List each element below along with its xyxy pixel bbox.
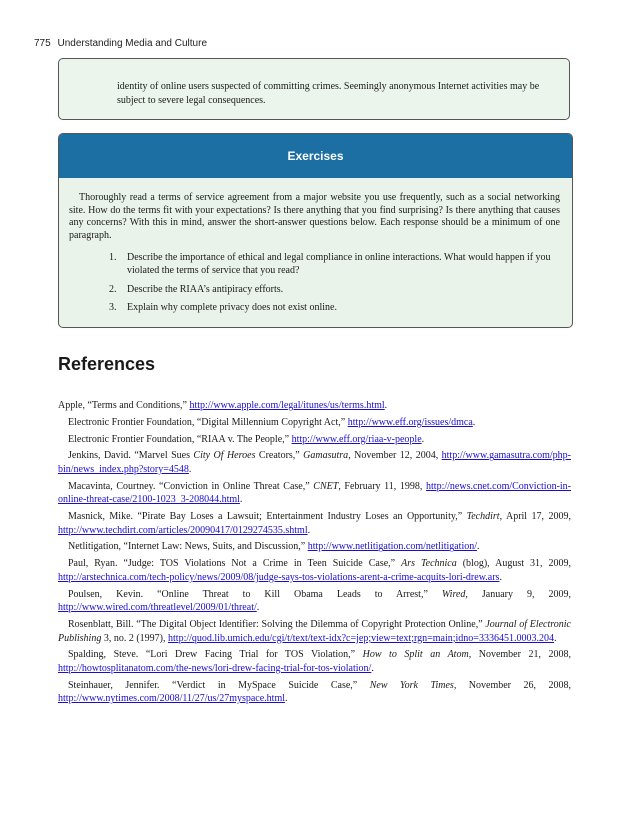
reference-entry — [58, 510, 571, 537]
page-number: 775 — [34, 38, 51, 49]
reference-entry — [58, 399, 571, 413]
reference-entry — [58, 416, 571, 430]
ref-punct: . — [384, 400, 388, 411]
ref-punct: . — [307, 524, 311, 536]
reference-entry — [58, 557, 571, 584]
running-head — [34, 38, 207, 49]
reference-entry — [58, 648, 571, 675]
ref-link[interactable]: http://howtosplitanatom.com/the-news/lori-drew-facing-trial-for-tos-violation/ — [58, 662, 372, 674]
callout-text: identity of online users suspected of committing crimes. Seemingly anonymous Internet activities may be subject to severe legal consequences. — [117, 81, 540, 106]
ref-text: Steinhauer, Jennifer. “Verdict in MySpace Suicide Case,” — [68, 679, 370, 691]
ref-title-italic: Journal of Electronic Publishing — [58, 619, 571, 644]
ref-text: Poulsen, Kevin. “Online Threat to Kill Obama Leads to Arrest,” — [68, 588, 442, 600]
ref-text: Paul, Ryan. “Judge: TOS Violations Not a Crime in Teen Suicide Case,” — [68, 558, 402, 570]
ref-text: Jenkins, David. “Marvel Sues — [68, 450, 194, 462]
reference-entry — [58, 618, 571, 645]
reference-entry — [58, 588, 571, 615]
ref-text: , February 11, 1998, — [338, 480, 427, 492]
ref-link[interactable]: http://www.eff.org/riaa-v-people — [291, 433, 422, 445]
ref-punct: . — [553, 632, 557, 644]
ref-text: Netlitigation, “Internet Law: News, Suits, and Discussion,” — [68, 541, 308, 553]
exercise-item — [69, 284, 560, 297]
reference-entry — [58, 480, 571, 507]
ref-punct: . — [239, 494, 243, 506]
exercise-number: 2. — [109, 283, 117, 295]
exercises-title: Exercises — [59, 134, 572, 178]
references-list — [58, 399, 571, 709]
exercises-intro: Thoroughly read a terms of service agreement from a major website you use frequently, such as a social networking site. How do the terms fit with your expectations? Is there anything that you find surprising? Is there anything that causes any concerns? With this in mind, answer the short-answer questions below. Each response should be a minimum of one paragraph. — [69, 192, 560, 241]
ref-punct: . — [472, 416, 476, 428]
ref-text: Masnick, Mike. “Pirate Bay Loses a Lawsuit; Entertainment Industry Loses an Opportunity,” — [68, 511, 467, 523]
ref-text: Creators,” — [255, 450, 304, 462]
ref-punct: . — [256, 602, 260, 614]
ref-link[interactable]: http://www.gamasutra.com/php-bin/news_index.php?story=4548 — [58, 450, 571, 475]
ref-text: Macavinta, Courtney. “Conviction in Online Threat Case,” — [68, 480, 314, 492]
ref-link[interactable]: http://www.eff.org/issues/dmca — [347, 416, 473, 428]
continued-callout-box — [58, 58, 570, 120]
exercise-text: Describe the RIAA’s antipiracy efforts. — [127, 283, 284, 295]
ref-link[interactable]: http://www.wired.com/threatlevel/2009/01/threat/ — [58, 602, 257, 614]
ref-text: 3, no. 2 (1997), — [101, 632, 169, 644]
ref-punct: . — [371, 662, 374, 674]
ref-punct: . — [188, 463, 192, 475]
ref-punct: . — [421, 433, 425, 445]
ref-text: , January 9, 2009, — [465, 588, 571, 600]
reference-entry — [58, 449, 571, 476]
exercises-list — [69, 252, 560, 314]
ref-text: , November 26, 2008, — [453, 679, 572, 691]
ref-text: , April 17, 2009, — [499, 511, 571, 523]
ref-text: Electronic Frontier Foundation, “RIAA v. The People,” — [68, 433, 292, 445]
ref-text: Rosenblatt, Bill. “The Digital Object Identifier: Solving the Dilemma of Copyright Protection Online,” — [68, 619, 486, 630]
ref-title-italic: Ars Technica — [401, 558, 457, 570]
ref-text: Apple, “Terms and Conditions,” — [58, 400, 190, 411]
ref-punct: . — [499, 571, 502, 583]
ref-link[interactable]: http://arstechnica.com/tech-policy/news/2009/08/judge-says-tos-violations-arent-a-crime-acquits-lori-drew.ars — [58, 571, 500, 583]
ref-link[interactable]: http://www.techdirt.com/articles/20090417/0129274535.shtml — [58, 524, 308, 536]
reference-entry — [58, 679, 571, 706]
exercise-number: 3. — [109, 302, 117, 314]
references-heading: References — [58, 354, 156, 374]
ref-text: , November 21, 2008, — [468, 649, 571, 661]
ref-title-italic: New York Times — [369, 679, 454, 691]
exercises-body — [59, 178, 572, 315]
exercise-text: Explain why complete privacy does not exist online. — [127, 302, 337, 314]
ref-punct: . — [477, 541, 480, 553]
ref-text: (blog), August 31, 2009, — [456, 558, 571, 570]
ref-title-italic: Gamasutra — [303, 450, 349, 462]
ref-link[interactable]: http://news.cnet.com/Conviction-in-online-threat-case/2100-1023_3-208044.html — [58, 480, 572, 506]
ref-text: Electronic Frontier Foundation, “Digital Millennium Copyright Act,” — [68, 416, 348, 428]
ref-title-italic: Wired — [441, 588, 466, 600]
ref-title-italic: Techdirt — [466, 511, 500, 523]
ref-text: , November 12, 2004, — [348, 450, 442, 462]
exercise-item — [69, 302, 560, 315]
ref-title-italic: CNET — [313, 480, 339, 492]
ref-link[interactable]: http://www.nytimes.com/2008/11/27/us/27myspace.html — [58, 693, 286, 705]
ref-link[interactable]: http://www.netlitigation.com/netlitigation/ — [307, 541, 478, 553]
ref-link[interactable]: http://quod.lib.umich.edu/cgi/t/text/text-idx?c=jep;view=text;rgn=main;idno=3336451.0003.204 — [168, 632, 554, 644]
exercise-item — [69, 252, 560, 277]
reference-entry — [58, 433, 571, 447]
book-title: Understanding Media and Culture — [57, 38, 208, 49]
ref-title-italic: How to Split an Atom — [362, 649, 469, 661]
exercise-text: Describe the importance of ethical and legal compliance in online interactions. What would happen if you violated the terms of service that you read? — [127, 252, 551, 276]
ref-title-italic: City Of Heroes — [193, 450, 256, 462]
ref-punct: . — [285, 693, 288, 705]
ref-text: Spalding, Steve. “Lori Drew Facing Trial for TOS Violation,” — [68, 649, 363, 661]
exercises-box — [58, 133, 573, 328]
ref-link[interactable]: http://www.apple.com/legal/itunes/us/terms.html — [189, 400, 385, 411]
reference-entry — [58, 540, 571, 554]
exercise-number: 1. — [109, 252, 117, 264]
